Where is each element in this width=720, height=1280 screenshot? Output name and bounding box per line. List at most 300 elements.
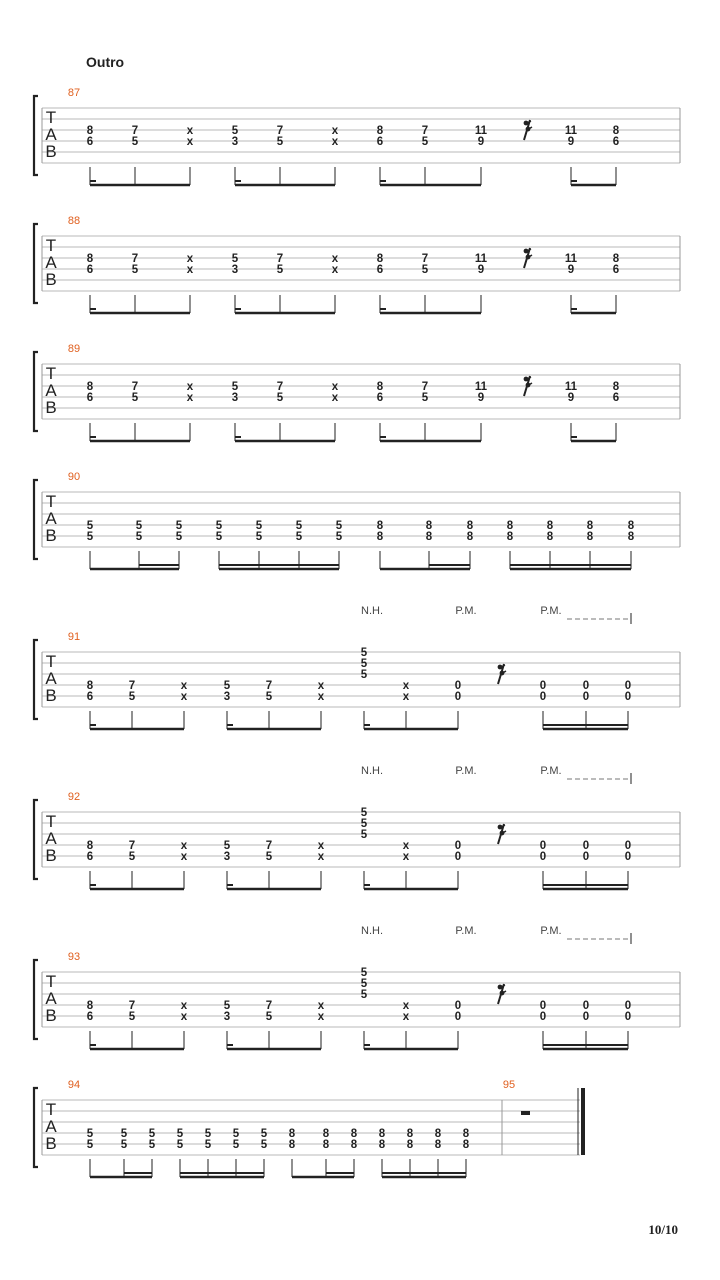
tab-note xyxy=(177,1128,184,1177)
fret-number: 5 xyxy=(360,829,368,841)
tab-note xyxy=(403,680,410,729)
fret-number: 5 xyxy=(86,1139,94,1151)
fret-number: x xyxy=(186,253,194,265)
fret-number: 11 xyxy=(474,125,488,137)
tab-note xyxy=(467,520,474,569)
fret-number: 5 xyxy=(260,1128,268,1140)
fret-number: 5 xyxy=(295,520,303,532)
fret-number: 9 xyxy=(567,136,575,148)
tab-note xyxy=(277,125,284,185)
tab-note xyxy=(426,520,433,569)
fret-number: 6 xyxy=(86,691,94,703)
fret-number: 8 xyxy=(86,1000,94,1012)
fret-number: 5 xyxy=(148,1128,156,1140)
tab-note xyxy=(379,1128,386,1177)
tab-note xyxy=(587,520,594,569)
tab-note xyxy=(435,1128,442,1177)
fret-number: 0 xyxy=(454,691,462,703)
tab-note xyxy=(351,1128,358,1177)
fret-number: 5 xyxy=(204,1128,212,1140)
tab-clef-a: A xyxy=(45,829,57,848)
fret-number: 8 xyxy=(586,531,594,543)
fret-number: 0 xyxy=(624,1011,632,1023)
fret-number: 7 xyxy=(128,840,136,852)
tab-note xyxy=(377,520,384,569)
natural-harmonic-label: N.H. xyxy=(361,925,383,937)
tab-clef-a: A xyxy=(45,989,57,1008)
measure-number: 92 xyxy=(67,791,81,803)
fret-number: 5 xyxy=(360,967,368,979)
fret-number: x xyxy=(180,1011,188,1023)
tab-note xyxy=(216,520,223,569)
fret-number: x xyxy=(331,253,339,265)
fret-number: 5 xyxy=(86,1128,94,1140)
fret-number: x xyxy=(180,840,188,852)
measure-number: 90 xyxy=(67,471,81,483)
tab-system-2 xyxy=(34,215,680,313)
fret-number: 5 xyxy=(131,392,139,404)
tab-note xyxy=(565,253,578,313)
fret-number: 5 xyxy=(360,818,368,830)
fret-number: 7 xyxy=(276,253,284,265)
fret-number: 8 xyxy=(425,520,433,532)
fret-number: 8 xyxy=(86,125,94,137)
tab-note xyxy=(403,840,410,889)
tab-note xyxy=(266,1000,273,1049)
tab-note xyxy=(129,680,136,729)
system-bracket xyxy=(34,224,38,303)
fret-number: 5 xyxy=(360,978,368,990)
fret-number: 5 xyxy=(86,520,94,532)
section-title: Outro xyxy=(86,54,125,70)
system-bracket xyxy=(34,352,38,431)
fret-number: 7 xyxy=(128,1000,136,1012)
tab-note xyxy=(136,520,143,569)
system-bracket xyxy=(34,1088,38,1167)
fret-number: 8 xyxy=(350,1139,358,1151)
fret-number: 3 xyxy=(223,691,231,703)
fret-number: 5 xyxy=(360,989,368,1001)
tab-note xyxy=(507,520,514,569)
tab-note xyxy=(224,1000,231,1049)
tab-note xyxy=(377,381,384,441)
tab-note xyxy=(318,840,325,889)
tab-clef-a: A xyxy=(45,125,57,144)
fret-number: 5 xyxy=(120,1139,128,1151)
tab-note xyxy=(422,381,429,441)
fret-number: 5 xyxy=(223,1000,231,1012)
fret-number: 0 xyxy=(539,851,547,863)
tab-note xyxy=(181,680,188,729)
fret-number: 5 xyxy=(175,531,183,543)
fret-number: 5 xyxy=(260,1139,268,1151)
fret-number: 5 xyxy=(148,1139,156,1151)
fret-number: 7 xyxy=(265,1000,273,1012)
tab-note xyxy=(87,1128,94,1177)
tab-note xyxy=(87,1000,94,1049)
tab-note xyxy=(455,1000,461,1049)
fret-number: x xyxy=(317,851,325,863)
fret-number: x xyxy=(331,125,339,137)
tab-note xyxy=(547,520,554,569)
fret-number: 5 xyxy=(231,253,239,265)
fret-number: 6 xyxy=(376,264,384,276)
fret-number: 0 xyxy=(454,1000,462,1012)
tab-clef-t: T xyxy=(45,108,57,127)
tab-note xyxy=(625,1000,631,1049)
fret-number: 8 xyxy=(434,1128,442,1140)
fret-number: 6 xyxy=(612,264,620,276)
tab-note xyxy=(149,1128,156,1177)
fret-number: x xyxy=(317,840,325,852)
tab-note xyxy=(289,1128,296,1177)
fret-number: 5 xyxy=(276,136,284,148)
fret-number: 8 xyxy=(376,125,384,137)
palm-mute-label: P.M. xyxy=(540,605,562,617)
tab-note xyxy=(463,1128,470,1177)
fret-number: 7 xyxy=(265,840,273,852)
tab-clef-t: T xyxy=(45,236,57,255)
fret-number: 8 xyxy=(350,1128,358,1140)
fret-number: 8 xyxy=(434,1139,442,1151)
fret-number: 6 xyxy=(376,136,384,148)
tab-clef-t: T xyxy=(45,812,57,831)
fret-number: 6 xyxy=(86,851,94,863)
fret-number: 0 xyxy=(582,691,590,703)
fret-number: x xyxy=(331,264,339,276)
tab-note xyxy=(361,807,368,889)
fret-number: 7 xyxy=(131,381,139,393)
fret-number: x xyxy=(402,851,410,863)
tab-clef-b: B xyxy=(45,270,57,289)
fret-number: 8 xyxy=(376,531,384,543)
fret-number: x xyxy=(186,125,194,137)
palm-mute-label: P.M. xyxy=(540,925,562,937)
fret-number: 0 xyxy=(539,1000,547,1012)
fret-number: 8 xyxy=(425,531,433,543)
fret-number: 0 xyxy=(624,851,632,863)
tab-note xyxy=(455,840,461,889)
fret-number: 8 xyxy=(376,253,384,265)
fret-number: 7 xyxy=(131,125,139,137)
palm-mute-label: P.M. xyxy=(455,605,477,617)
tab-system-6 xyxy=(34,765,680,889)
fret-number: 0 xyxy=(582,840,590,852)
measure-number: 88 xyxy=(67,215,81,227)
tab-clef-a: A xyxy=(45,381,57,400)
fret-number: 9 xyxy=(567,392,575,404)
fret-number: 5 xyxy=(215,520,223,532)
fret-number: x xyxy=(402,1000,410,1012)
tab-note xyxy=(318,1000,325,1049)
fret-number: 3 xyxy=(231,264,239,276)
fret-number: 6 xyxy=(86,392,94,404)
fret-number: 5 xyxy=(295,531,303,543)
fret-number: x xyxy=(317,1011,325,1023)
tab-system-8 xyxy=(34,1079,585,1177)
fret-number: 5 xyxy=(232,1139,240,1151)
tab-note xyxy=(422,253,429,313)
tab-note xyxy=(233,1128,240,1177)
measure-number: 94 xyxy=(67,1079,81,1091)
fret-number: 5 xyxy=(131,136,139,148)
fret-number: 8 xyxy=(506,531,514,543)
tab-clef-b: B xyxy=(45,846,57,865)
fret-number: 9 xyxy=(477,392,485,404)
fret-number: 8 xyxy=(612,125,620,137)
fret-number: 8 xyxy=(86,680,94,692)
fret-number: x xyxy=(331,392,339,404)
fret-number: 8 xyxy=(406,1128,414,1140)
tab-note xyxy=(318,680,325,729)
fret-number: 0 xyxy=(582,851,590,863)
tab-note xyxy=(87,680,94,729)
fret-number: 8 xyxy=(546,531,554,543)
tab-note xyxy=(87,381,94,441)
fret-number: 11 xyxy=(474,253,488,265)
fret-number: 8 xyxy=(546,520,554,532)
tab-note xyxy=(565,125,578,185)
fret-number: 8 xyxy=(612,381,620,393)
fret-number: 7 xyxy=(265,680,273,692)
fret-number: 6 xyxy=(86,1011,94,1023)
fret-number: 5 xyxy=(176,1128,184,1140)
fret-number: 3 xyxy=(231,392,239,404)
fret-number: 5 xyxy=(131,264,139,276)
tab-note xyxy=(176,520,183,569)
system-bracket xyxy=(34,960,38,1039)
fret-number: 7 xyxy=(421,381,429,393)
tab-note xyxy=(205,1128,212,1177)
fret-number: 5 xyxy=(128,851,136,863)
tab-note xyxy=(332,381,339,441)
fret-number: 7 xyxy=(276,381,284,393)
half-rest xyxy=(521,1111,530,1115)
tab-system-3 xyxy=(34,343,680,441)
tab-note xyxy=(187,381,194,441)
tab-note xyxy=(540,680,546,729)
tab-note xyxy=(256,520,263,569)
tab-note xyxy=(583,680,589,729)
fret-number: x xyxy=(317,1000,325,1012)
tab-note xyxy=(87,840,94,889)
fret-number: 5 xyxy=(255,531,263,543)
fret-number: 8 xyxy=(466,520,474,532)
tab-note xyxy=(129,840,136,889)
fret-number: 5 xyxy=(128,691,136,703)
tab-note xyxy=(224,680,231,729)
fret-number: 5 xyxy=(265,851,273,863)
tab-note xyxy=(407,1128,414,1177)
fret-number: x xyxy=(186,136,194,148)
tab-note xyxy=(87,125,94,185)
fret-number: 5 xyxy=(255,520,263,532)
tab-note xyxy=(181,1000,188,1049)
fret-number: x xyxy=(331,381,339,393)
fret-number: 8 xyxy=(627,531,635,543)
fret-number: 5 xyxy=(231,125,239,137)
fret-number: 8 xyxy=(322,1139,330,1151)
fret-number: 9 xyxy=(567,264,575,276)
natural-harmonic-label: N.H. xyxy=(361,605,383,617)
fret-number: x xyxy=(180,851,188,863)
tab-note xyxy=(332,253,339,313)
fret-number: 0 xyxy=(454,680,462,692)
fret-number: 5 xyxy=(421,264,429,276)
tab-note xyxy=(261,1128,268,1177)
tab-note xyxy=(475,125,488,185)
fret-number: 0 xyxy=(539,680,547,692)
fret-number: 5 xyxy=(360,669,368,681)
fret-number: 5 xyxy=(421,136,429,148)
tab-note xyxy=(232,381,239,441)
fret-number: 11 xyxy=(564,125,578,137)
tab-note xyxy=(277,253,284,313)
tab-system-4 xyxy=(34,471,680,569)
tab-note xyxy=(613,125,620,185)
fret-number: 0 xyxy=(454,851,462,863)
tab-note xyxy=(132,125,139,185)
fret-number: 0 xyxy=(539,1011,547,1023)
fret-number: 5 xyxy=(176,1139,184,1151)
tab-note xyxy=(87,520,94,569)
fret-number: 8 xyxy=(376,381,384,393)
fret-number: 7 xyxy=(421,253,429,265)
fret-number: 7 xyxy=(128,680,136,692)
fret-number: 8 xyxy=(627,520,635,532)
tab-note xyxy=(475,253,488,313)
fret-number: 3 xyxy=(231,136,239,148)
fret-number: x xyxy=(402,840,410,852)
tab-note xyxy=(187,125,194,185)
fret-number: 0 xyxy=(624,680,632,692)
system-bracket xyxy=(34,640,38,719)
tab-note xyxy=(224,840,231,889)
tab-system-1 xyxy=(34,87,680,185)
tab-note xyxy=(296,520,303,569)
fret-number: 5 xyxy=(276,392,284,404)
fret-number: 0 xyxy=(539,840,547,852)
fret-number: 5 xyxy=(86,531,94,543)
fret-number: 5 xyxy=(135,520,143,532)
tab-note xyxy=(422,125,429,185)
fret-number: 11 xyxy=(564,381,578,393)
fret-number: 6 xyxy=(376,392,384,404)
fret-number: x xyxy=(317,680,325,692)
tab-note xyxy=(121,1128,128,1177)
fret-number: 0 xyxy=(582,680,590,692)
measure-number: 87 xyxy=(67,87,81,99)
fret-number: 8 xyxy=(586,520,594,532)
tab-note xyxy=(181,840,188,889)
tab-note xyxy=(232,253,239,313)
tab-note xyxy=(625,680,631,729)
tab-note xyxy=(583,1000,589,1049)
tab-note xyxy=(403,1000,410,1049)
fret-number: x xyxy=(402,1011,410,1023)
tab-note xyxy=(232,125,239,185)
system-bracket xyxy=(34,96,38,175)
fret-number: 5 xyxy=(135,531,143,543)
fret-number: 5 xyxy=(232,1128,240,1140)
tab-clef-b: B xyxy=(45,142,57,161)
tab-note xyxy=(625,840,631,889)
fret-number: 5 xyxy=(204,1139,212,1151)
page-number: 10/10 xyxy=(648,1222,678,1237)
fret-number: 0 xyxy=(454,840,462,852)
tab-note xyxy=(613,253,620,313)
tab-note xyxy=(613,381,620,441)
tab-clef-a: A xyxy=(45,669,57,688)
fret-number: x xyxy=(180,680,188,692)
palm-mute-label: P.M. xyxy=(455,925,477,937)
tab-note xyxy=(583,840,589,889)
fret-number: 5 xyxy=(360,807,368,819)
tab-clef-t: T xyxy=(45,652,57,671)
tab-clef-a: A xyxy=(45,1117,57,1136)
tab-note xyxy=(323,1128,330,1177)
tab-note xyxy=(187,253,194,313)
fret-number: 5 xyxy=(265,1011,273,1023)
fret-number: 5 xyxy=(335,531,343,543)
measure-number: 93 xyxy=(67,951,81,963)
fret-number: 3 xyxy=(223,851,231,863)
fret-number: 9 xyxy=(477,136,485,148)
tab-note xyxy=(277,381,284,441)
fret-number: 5 xyxy=(120,1128,128,1140)
tab-note xyxy=(266,840,273,889)
tab-note xyxy=(87,253,94,313)
tab-clef-b: B xyxy=(45,686,57,705)
tab-system-5 xyxy=(34,605,680,729)
fret-number: 8 xyxy=(322,1128,330,1140)
fret-number: 5 xyxy=(265,691,273,703)
fret-number: 5 xyxy=(128,1011,136,1023)
fret-number: x xyxy=(402,680,410,692)
system-bracket xyxy=(34,480,38,559)
fret-number: x xyxy=(180,1000,188,1012)
fret-number: x xyxy=(186,392,194,404)
fret-number: 0 xyxy=(539,691,547,703)
tab-note xyxy=(455,680,461,729)
tab-note xyxy=(332,125,339,185)
fret-number: 8 xyxy=(86,381,94,393)
tab-note xyxy=(540,840,546,889)
tab-note xyxy=(266,680,273,729)
measure-number: 89 xyxy=(67,343,81,355)
palm-mute-label: P.M. xyxy=(540,765,562,777)
fret-number: 8 xyxy=(376,520,384,532)
fret-number: 5 xyxy=(360,647,368,659)
fret-number: 0 xyxy=(624,840,632,852)
fret-number: x xyxy=(317,691,325,703)
tab-note xyxy=(565,381,578,441)
fret-number: 8 xyxy=(466,531,474,543)
fret-number: x xyxy=(186,381,194,393)
fret-number: 6 xyxy=(86,264,94,276)
fret-number: 8 xyxy=(288,1128,296,1140)
fret-number: 5 xyxy=(175,520,183,532)
tab-clef-t: T xyxy=(45,492,57,511)
fret-number: 8 xyxy=(86,253,94,265)
measure-number: 91 xyxy=(67,631,81,643)
fret-number: 8 xyxy=(612,253,620,265)
tab-note xyxy=(628,520,635,569)
fret-number: x xyxy=(331,136,339,148)
tab-note xyxy=(377,125,384,185)
fret-number: 8 xyxy=(406,1139,414,1151)
fret-number: x xyxy=(402,691,410,703)
